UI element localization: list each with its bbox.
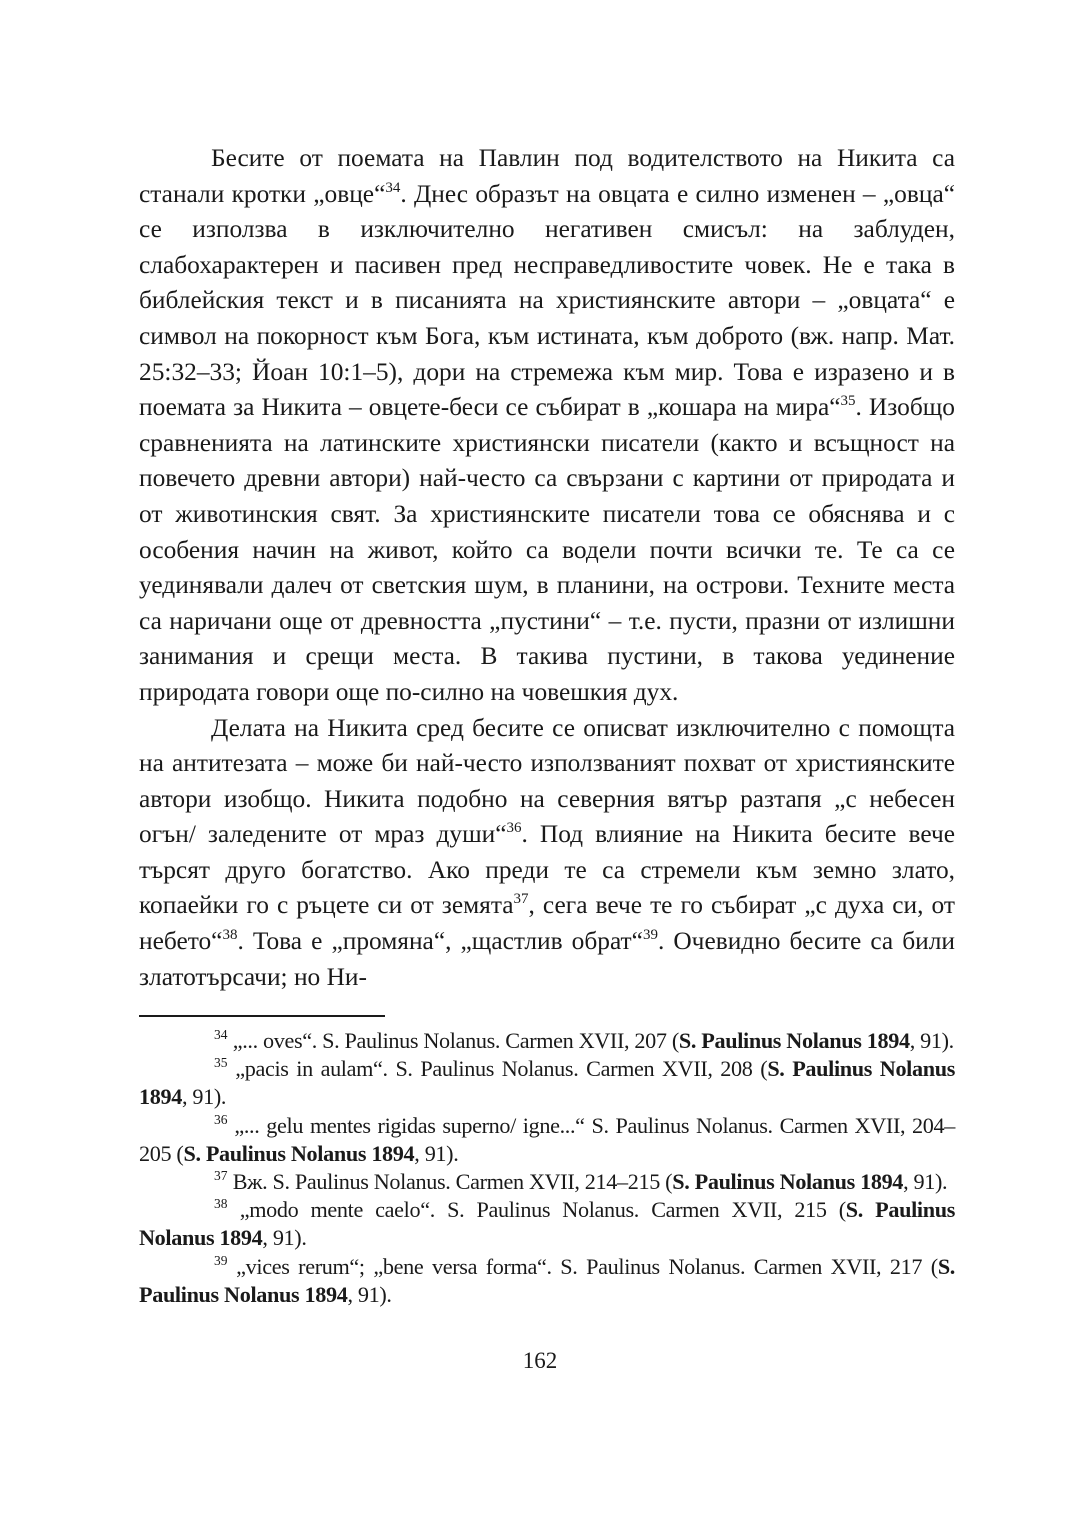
citation-bold: S. Paulinus Nolanus 1894 (672, 1169, 904, 1195)
footnote: $^{36}$ „... gelu mentes rigidas superno/ igne...“ S. Paulinus Nolanus. Carmen XVII, 204–205 (S. Paulinus Nolanus 1894, 91). (139, 1111, 956, 1166)
paragraph: Бесите от поемата на Павлин под водителството на Никита са станали кротки „овце“$^{34}$. Днес образът на овцата е силно изменен – „овца“ се използва в изключително негативен смисъл: на заблуден, слабохарактерен и пасивен пред несправедливостите човек. Не е така в библейския текст и в писанията на християнските автори – „овцата“ е символ на покорност към Бога, към истината, към доброто (вж. напр. Мат. 25:32–33; Йоан 10:1–5), дори на стремежа към мир. Това е изразено и в поемата за Никита – овцете-беси се събират в „кошара на мира“$^{35}$. Изобщо сравненията на латинските християнски писатели (както и всъщност на повечето древни автори) най-често са свързани с картини от природата и от животинския свят. За християнските писатели това се обяснява и с особения начин на живот, който са водели почти всички те. Те са се уединявали далеч от светския шум, в планини, на острови. Техните места са наричани още от древността „пустини“ – т.е. пусти, празни от излишни занимания и срещи места. В такива пустини, в такова уединение природата говори още по-силно на човешкия дух. (139, 144, 955, 706)
footnote-reference[interactable]: 38 (222, 927, 238, 944)
footnote-number: 34 (214, 1027, 228, 1042)
footnotes (139, 1027, 955, 1309)
footnote: $^{38}$ „modo mente caelo“. S. Paulinus Nolanus. Carmen XVII, 215 (S. Paulinus Nolanus 1894, 91). (139, 1196, 956, 1251)
footnote-reference[interactable]: 36 (506, 820, 522, 837)
citation-bold: S. Paulinus Nolanus 1894 (139, 1197, 956, 1251)
citation-bold: S. Paulinus Nolanus 1894 (139, 1056, 956, 1110)
footnote: $^{34}$ „... oves“. S. Paulinus Nolanus. Carmen XVII, 207 (S. Paulinus Nolanus 1894, 91). (214, 1027, 954, 1053)
main-text (139, 141, 955, 995)
footnote-reference[interactable]: 34 (385, 179, 401, 196)
footnote-divider (139, 1015, 385, 1017)
footnote-number: 38 (214, 1196, 228, 1212)
footnote-reference[interactable]: 37 (513, 891, 529, 908)
footnote-reference[interactable]: 39 (642, 927, 658, 944)
paragraph: Делата на Никита сред бесите се описват изключително с помощта на антитезата – може би най-често използваният похват от християнските автори изобщо. Никита подобно на северния вятър разтапя „с небесен огън/ заледените от мраз души“$^{36}$. Под влияние на Никита бесите вече търсят друго богатство. Ако преди те са стремели към земно злато, копаейки го с ръцете си от земята$^{37}$, сега вече те го събират „с духа си, от небето“$^{38}$. Това е „промяна“, „щастлив обрат“$^{39}$. Очевидно бесите са били златотърсачи; но Ни- (139, 713, 956, 991)
citation-bold: S. Paulinus Nolanus 1894 (678, 1028, 910, 1053)
footnote: $^{37}$ Вж. S. Paulinus Nolanus. Carmen XVII, 214–215 (S. Paulinus Nolanus 1894, 91). (214, 1168, 948, 1195)
footnote: $^{35}$ „pacis in aulam“. S. Paulinus Nolanus. Carmen XVII, 208 (S. Paulinus Nolanus 1894, 91). (139, 1055, 956, 1110)
footnote-reference[interactable]: 35 (840, 393, 856, 410)
footnote-number: 36 (214, 1111, 228, 1127)
citation-bold: S. Paulinus Nolanus 1894 (183, 1140, 415, 1166)
page-number: 162 (522, 1348, 558, 1373)
footnote-number: 35 (214, 1055, 228, 1071)
footnote-number: 37 (214, 1168, 228, 1184)
footnote-number: 39 (214, 1252, 228, 1268)
citation-bold: S. Paulinus Nolanus 1894 (139, 1253, 955, 1307)
footnote: $^{39}$ „vices rerum“; „bene versa forma“. S. Paulinus Nolanus. Carmen XVII, 217 (S. Paulinus Nolanus 1894, 91). (139, 1252, 955, 1307)
